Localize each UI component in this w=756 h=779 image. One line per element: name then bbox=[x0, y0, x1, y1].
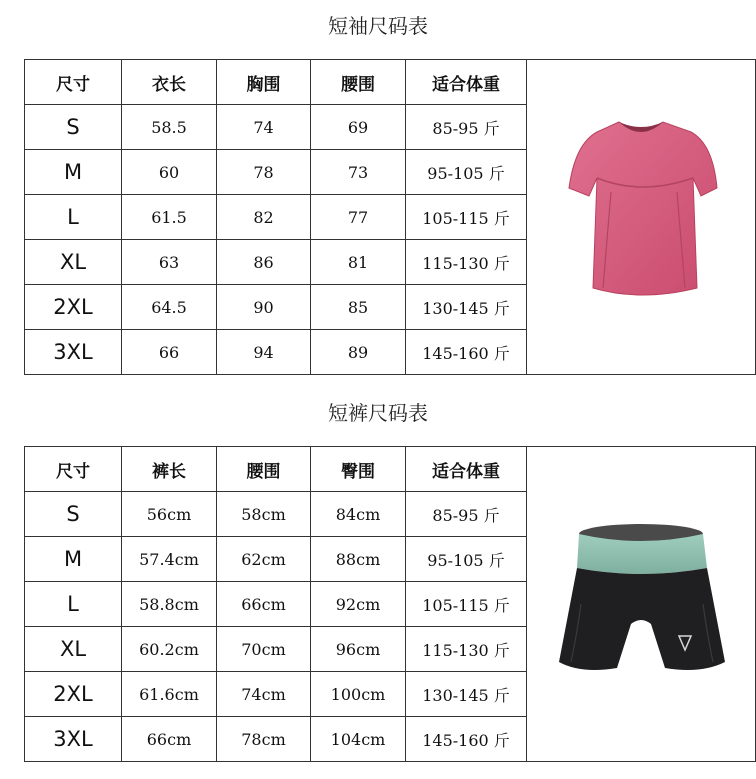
waist-cell: 70cm bbox=[217, 627, 311, 672]
weight-cell: 115-130 斤 bbox=[406, 240, 527, 285]
waist-cell: 89 bbox=[311, 330, 406, 375]
waist-cell: 85 bbox=[311, 285, 406, 330]
header-weight: 适合体重 bbox=[406, 60, 527, 105]
chest-cell: 90 bbox=[217, 285, 311, 330]
length-cell: 60 bbox=[122, 150, 217, 195]
length-cell: 61.5 bbox=[122, 195, 217, 240]
chest-cell: 82 bbox=[217, 195, 311, 240]
shorts-size-table bbox=[24, 446, 756, 762]
shirt-image-cell bbox=[527, 60, 756, 375]
weight-cell: 145-160 斤 bbox=[406, 717, 527, 762]
hip-cell: 84cm bbox=[311, 492, 406, 537]
weight-cell: 130-145 斤 bbox=[406, 672, 527, 717]
length-cell: 58.8cm bbox=[122, 582, 217, 627]
length-cell: 61.6cm bbox=[122, 672, 217, 717]
waist-cell: 81 bbox=[311, 240, 406, 285]
hip-cell: 96cm bbox=[311, 627, 406, 672]
pink-tshirt-image bbox=[541, 92, 741, 342]
waist-cell: 78cm bbox=[217, 717, 311, 762]
length-cell: 60.2cm bbox=[122, 627, 217, 672]
shorts-image-cell bbox=[527, 447, 756, 762]
weight-cell: 95-105 斤 bbox=[406, 537, 527, 582]
size-cell: L bbox=[25, 582, 122, 627]
hip-cell: 92cm bbox=[311, 582, 406, 627]
length-cell: 66 bbox=[122, 330, 217, 375]
weight-cell: 95-105 斤 bbox=[406, 150, 527, 195]
shorts-size-chart-title: 短裤尺码表 bbox=[328, 401, 428, 425]
table-header-row bbox=[25, 60, 756, 105]
size-cell: 2XL bbox=[25, 285, 122, 330]
size-cell: S bbox=[25, 105, 122, 150]
weight-cell: 130-145 斤 bbox=[406, 285, 527, 330]
length-cell: 56cm bbox=[122, 492, 217, 537]
size-cell: 3XL bbox=[25, 717, 122, 762]
size-cell: 3XL bbox=[25, 330, 122, 375]
length-cell: 64.5 bbox=[122, 285, 217, 330]
waist-cell: 77 bbox=[311, 195, 406, 240]
waist-cell: 73 bbox=[311, 150, 406, 195]
weight-cell: 105-115 斤 bbox=[406, 582, 527, 627]
hip-cell: 104cm bbox=[311, 717, 406, 762]
header-pants-length: 裤长 bbox=[122, 447, 217, 492]
table-header-row bbox=[25, 447, 756, 492]
shirt-size-table bbox=[24, 59, 756, 375]
waist-cell: 74cm bbox=[217, 672, 311, 717]
waist-cell: 69 bbox=[311, 105, 406, 150]
header-size: 尺寸 bbox=[25, 60, 122, 105]
shirt-size-chart-title: 短袖尺码表 bbox=[328, 14, 428, 38]
header-length: 衣长 bbox=[122, 60, 217, 105]
header-waist: 腰围 bbox=[217, 447, 311, 492]
header-size: 尺寸 bbox=[25, 447, 122, 492]
header-chest: 胸围 bbox=[217, 60, 311, 105]
waist-cell: 62cm bbox=[217, 537, 311, 582]
size-cell: M bbox=[25, 537, 122, 582]
length-cell: 63 bbox=[122, 240, 217, 285]
length-cell: 58.5 bbox=[122, 105, 217, 150]
waist-cell: 66cm bbox=[217, 582, 311, 627]
chest-cell: 94 bbox=[217, 330, 311, 375]
size-cell: XL bbox=[25, 627, 122, 672]
black-shorts-image bbox=[541, 504, 741, 704]
weight-cell: 85-95 斤 bbox=[406, 492, 527, 537]
header-hip: 臀围 bbox=[311, 447, 406, 492]
header-weight: 适合体重 bbox=[406, 447, 527, 492]
chest-cell: 78 bbox=[217, 150, 311, 195]
header-waist: 腰围 bbox=[311, 60, 406, 105]
waist-cell: 58cm bbox=[217, 492, 311, 537]
weight-cell: 105-115 斤 bbox=[406, 195, 527, 240]
hip-cell: 100cm bbox=[311, 672, 406, 717]
size-cell: S bbox=[25, 492, 122, 537]
weight-cell: 145-160 斤 bbox=[406, 330, 527, 375]
weight-cell: 115-130 斤 bbox=[406, 627, 527, 672]
chest-cell: 86 bbox=[217, 240, 311, 285]
size-cell: 2XL bbox=[25, 672, 122, 717]
size-cell: XL bbox=[25, 240, 122, 285]
size-cell: M bbox=[25, 150, 122, 195]
hip-cell: 88cm bbox=[311, 537, 406, 582]
length-cell: 57.4cm bbox=[122, 537, 217, 582]
weight-cell: 85-95 斤 bbox=[406, 105, 527, 150]
size-cell: L bbox=[25, 195, 122, 240]
length-cell: 66cm bbox=[122, 717, 217, 762]
chest-cell: 74 bbox=[217, 105, 311, 150]
